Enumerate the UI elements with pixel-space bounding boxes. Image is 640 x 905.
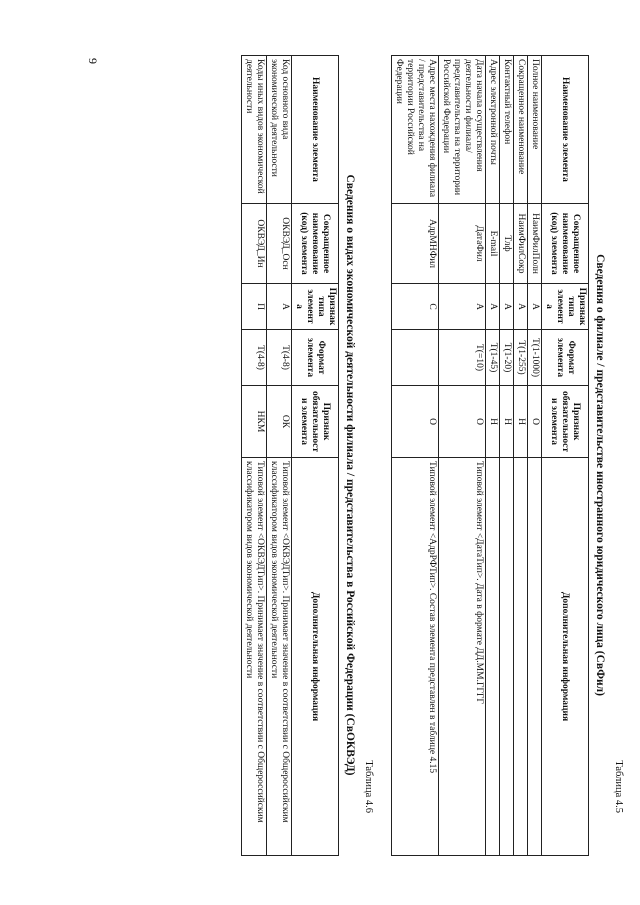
table-caption: Таблица 4.6 <box>363 760 374 813</box>
page-number: 9 <box>86 58 100 64</box>
element-format-cell: Т(4-8) <box>267 330 292 386</box>
element-code-cell: E-mail <box>486 204 500 284</box>
element-type-cell: А <box>514 284 528 330</box>
element-format-cell: Т(=10) <box>439 330 486 386</box>
table-header-row <box>542 56 589 856</box>
element-name-cell: Адрес места нахождения филиала / представительства на территории Российской Федерации <box>392 56 439 204</box>
header-cell: Признак обязательности элемента <box>542 386 589 458</box>
table-row <box>242 56 267 856</box>
element-required-cell: Н <box>514 386 528 458</box>
element-name-cell: Полное наименование <box>528 56 542 204</box>
element-code-cell: АдрМНФил <box>392 204 439 284</box>
table-title: Сведения о видах экономической деятельности филиала / представительства в Российской Федерации (СвОКВЭД) <box>344 174 356 776</box>
table-row <box>486 56 500 856</box>
element-code-cell: ДатаФил <box>439 204 486 284</box>
header-cell: Наименование элемента <box>292 56 339 204</box>
element-info-cell <box>486 458 500 856</box>
element-format-cell: Т(1-45) <box>486 330 500 386</box>
table-header-row <box>292 56 339 856</box>
element-type-cell: С <box>392 284 439 330</box>
element-required-cell: ОК <box>267 386 292 458</box>
element-name-cell: Коды иных видов экономической деятельности <box>242 56 267 204</box>
header-cell: Наименование элемента <box>542 56 589 204</box>
header-cell: Признак обязательности элемента <box>292 386 339 458</box>
element-required-cell: О <box>392 386 439 458</box>
element-type-cell: П <box>242 284 267 330</box>
element-type-cell: А <box>528 284 542 330</box>
element-info-cell: Типовой элемент <АдрРФТип>. Состав элемента представлен в таблице 4.15 <box>392 458 439 856</box>
element-name-cell: Сокращенное наименование <box>514 56 528 204</box>
header-cell: Дополнительная информация <box>292 458 339 856</box>
table-branch-info <box>391 55 589 856</box>
element-info-cell: Типовой элемент <ОКВЭДТип>. Принимает значение в соответствии с Общероссийским классификатором видов экономической деятельности <box>242 458 267 856</box>
table-caption: Таблица 4.5 <box>613 760 624 813</box>
element-format-cell <box>392 330 439 386</box>
element-info-cell <box>514 458 528 856</box>
header-cell: Формат элемента <box>542 330 589 386</box>
element-code-cell: НаимФилПолн <box>528 204 542 284</box>
element-info-cell <box>528 458 542 856</box>
element-code-cell: Тлф <box>500 204 514 284</box>
table-row <box>439 56 486 856</box>
header-cell: Сокращенное наименование (код) элемента <box>292 204 339 284</box>
element-format-cell: Т(1-255) <box>514 330 528 386</box>
element-name-cell: Контактный телефон <box>500 56 514 204</box>
element-required-cell: Н <box>486 386 500 458</box>
element-format-cell: Т(4-8) <box>242 330 267 386</box>
element-required-cell: О <box>439 386 486 458</box>
element-type-cell: А <box>500 284 514 330</box>
element-type-cell: А <box>486 284 500 330</box>
element-format-cell: Т(1-1000) <box>528 330 542 386</box>
table-row <box>392 56 439 856</box>
element-code-cell: ОКВЭД_Осн <box>267 204 292 284</box>
element-name-cell: Дата начала осуществления деятельности филиала/представительства на территории Российской Федерации <box>439 56 486 204</box>
header-cell: Формат элемента <box>292 330 339 386</box>
element-name-cell: Адрес электронной почты <box>486 56 500 204</box>
table-title: Сведения о филиале / представительстве иностранного юридического лица (СвФил) <box>594 254 606 696</box>
table-activity-codes <box>241 55 339 856</box>
element-info-cell <box>500 458 514 856</box>
element-required-cell: Н <box>500 386 514 458</box>
element-type-cell: А <box>439 284 486 330</box>
header-cell: Дополнительная информация <box>542 458 589 856</box>
element-code-cell: НаимФилСокр <box>514 204 528 284</box>
table-row <box>528 56 542 856</box>
table-row <box>514 56 528 856</box>
header-cell: Признак типа элемента <box>292 284 339 330</box>
element-info-cell: Типовой элемент <ОКВЭДТип>. Принимает значение в соответствии с Общероссийским классификатором видов экономической деятельности <box>267 458 292 856</box>
element-name-cell: Код основного вида экономической деятельности <box>267 56 292 204</box>
element-required-cell: О <box>528 386 542 458</box>
header-cell: Сокращенное наименование (код) элемента <box>542 204 589 284</box>
element-info-cell: Типовой элемент <ДатаТип>. Дата в формате ДД.ММ.ГГГГ <box>439 458 486 856</box>
header-cell: Признак типа элемента <box>542 284 589 330</box>
element-required-cell: НКМ <box>242 386 267 458</box>
element-code-cell: ОКВЭД_Ин <box>242 204 267 284</box>
table-row <box>500 56 514 856</box>
table-row <box>267 56 292 856</box>
rotated-page-content <box>241 55 625 855</box>
element-format-cell: Т(1-20) <box>500 330 514 386</box>
element-type-cell: А <box>267 284 292 330</box>
